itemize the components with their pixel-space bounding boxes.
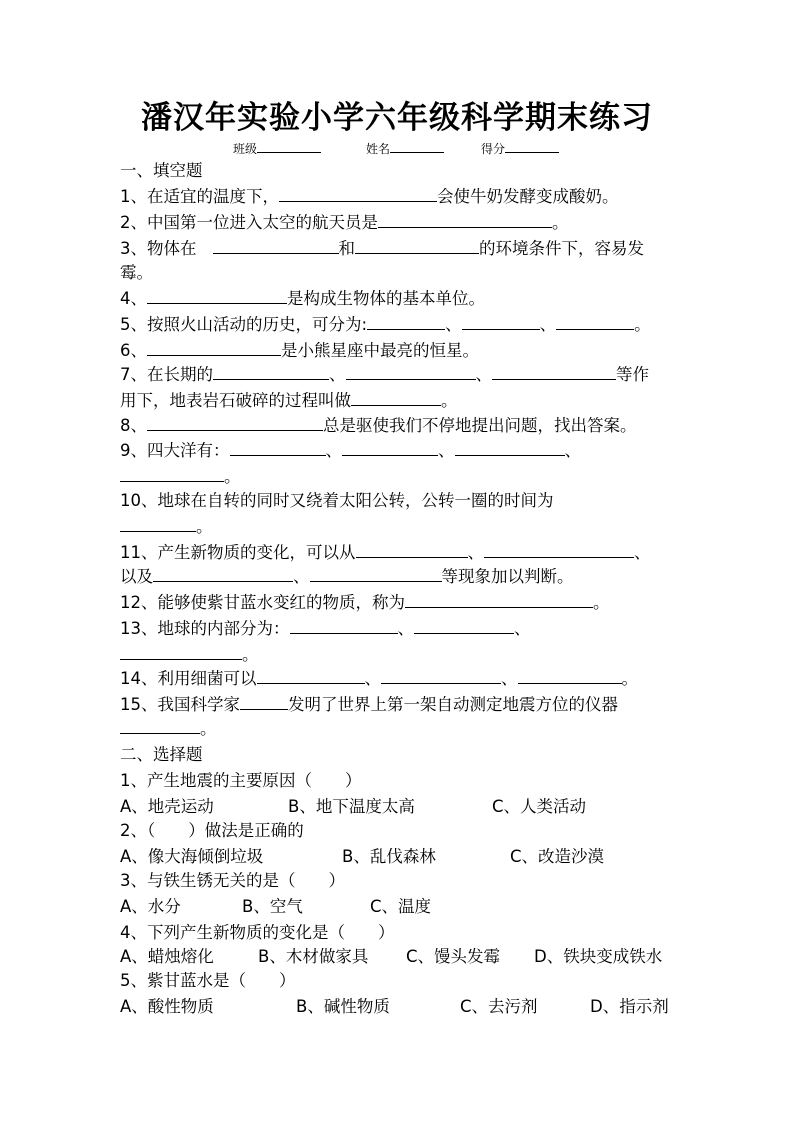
- question-text: 、: [397, 619, 414, 638]
- question-text: 。: [441, 391, 458, 410]
- question-text: 、: [445, 315, 462, 334]
- question-text: 12、能够使紫甘蓝水变红的物质，称为: [120, 593, 405, 612]
- option-a[interactable]: A、酸性物质: [120, 997, 214, 1016]
- answer-blank[interactable]: [257, 668, 365, 684]
- question-fill-4: [120, 288, 485, 310]
- name-blank[interactable]: [390, 140, 444, 153]
- question-text: 5、按照火山活动的历史，可分为:: [120, 315, 368, 334]
- question-text: 8、: [120, 416, 147, 435]
- score-label: 得分: [481, 142, 506, 156]
- question-fill-11: [120, 542, 651, 564]
- question-text: 、: [514, 619, 531, 638]
- question-text: 10、地球在自转的同时又绕着太阳公转，公转一圈的时间为: [120, 491, 554, 510]
- question-text: 、: [475, 365, 492, 384]
- answer-blank[interactable]: [492, 364, 616, 380]
- answer-blank[interactable]: [147, 288, 287, 304]
- answer-blank[interactable]: [455, 440, 565, 456]
- question-text: 3、物体在: [120, 239, 197, 258]
- question-fill-14: [120, 668, 638, 690]
- question-text: 、: [325, 441, 342, 460]
- question-text: 、: [501, 669, 518, 688]
- question-fill-9: [120, 440, 581, 462]
- question-text: 。: [224, 467, 241, 486]
- question-text: 是小熊星座中最亮的恒星。: [281, 341, 479, 360]
- question-text: 会使牛奶发酵变成酸奶。: [437, 187, 619, 206]
- question-fill-13-cont: [120, 644, 259, 666]
- question-text: 。: [552, 213, 569, 232]
- question-fill-11-cont: [120, 566, 574, 588]
- question-fill-13: [120, 618, 531, 640]
- answer-blank[interactable]: [405, 592, 593, 608]
- answer-blank[interactable]: [213, 364, 329, 380]
- answer-blank[interactable]: [342, 440, 438, 456]
- question-text: 霉。: [120, 263, 153, 282]
- question-text: 以及: [120, 567, 153, 586]
- option-d[interactable]: D、铁块变成铁水: [534, 947, 663, 966]
- option-c[interactable]: C、温度: [370, 897, 432, 916]
- name-label: 姓名: [366, 142, 391, 156]
- answer-blank[interactable]: [356, 542, 468, 558]
- question-text: 9、四大洋有：: [120, 441, 230, 460]
- answer-blank[interactable]: [414, 618, 514, 634]
- option-c[interactable]: C、馒头发霉: [406, 947, 501, 966]
- answer-blank[interactable]: [120, 718, 200, 734]
- answer-blank[interactable]: [351, 390, 441, 406]
- question-text: 2、中国第一位进入太空的航天员是: [120, 213, 378, 232]
- question-text: 、: [539, 315, 557, 334]
- question-text: 用下，地表岩石破碎的过程叫做: [120, 391, 351, 410]
- question-text: 。: [593, 593, 610, 612]
- answer-blank[interactable]: [230, 440, 326, 456]
- option-b[interactable]: B、地下温度太高: [288, 797, 415, 816]
- question-text: 。: [242, 645, 259, 664]
- question-text: 的环境条件下，容易发: [479, 239, 644, 258]
- question-text: 。: [196, 517, 213, 536]
- answer-blank[interactable]: [240, 694, 288, 710]
- option-a[interactable]: A、蜡烛熔化: [120, 947, 214, 966]
- question-text: 。: [200, 719, 217, 738]
- question-fill-2: [120, 212, 569, 234]
- section-heading-multiple-choice: 二、选择题: [120, 745, 203, 764]
- question-fill-7: [120, 364, 649, 386]
- question-choice-1: 1、产生地震的主要原因（ ）: [120, 771, 362, 790]
- question-choice-3: 3、与铁生锈无关的是（ ）: [120, 871, 345, 890]
- question-text: 、: [634, 543, 651, 562]
- answer-blank[interactable]: [153, 566, 293, 582]
- question-text: 是构成生物体的基本单位。: [287, 289, 485, 308]
- answer-blank[interactable]: [213, 238, 339, 254]
- question-text: 总是驱使我们不停地提出问题，找出答案。: [323, 416, 637, 435]
- option-a[interactable]: A、像大海倾倒垃圾: [120, 847, 264, 866]
- score-field: [481, 140, 559, 157]
- answer-blank[interactable]: [120, 516, 196, 532]
- question-text: 、: [364, 669, 381, 688]
- question-text: 、: [467, 543, 484, 562]
- answer-blank[interactable]: [120, 466, 224, 482]
- option-a[interactable]: A、地壳运动: [120, 797, 214, 816]
- question-text: 发明了世界上第一架自动测定地震方位的仪器: [288, 695, 618, 714]
- option-c[interactable]: C、改造沙漠: [510, 847, 605, 866]
- answer-blank[interactable]: [367, 314, 445, 330]
- question-fill-15: [120, 694, 618, 716]
- question-text: 等作: [616, 365, 649, 384]
- question-fill-1: [120, 186, 619, 208]
- section-heading-fill-in: 一、填空题: [120, 161, 203, 180]
- question-text: 。: [634, 315, 651, 334]
- answer-blank[interactable]: [147, 340, 281, 356]
- answer-blank[interactable]: [484, 542, 634, 558]
- question-fill-10-cont: [120, 516, 213, 538]
- answer-blank[interactable]: [381, 668, 501, 684]
- question-text: 14、利用细菌可以: [120, 669, 257, 688]
- answer-blank[interactable]: [355, 238, 479, 254]
- question-text: 6、: [120, 341, 147, 360]
- answer-blank[interactable]: [120, 644, 242, 660]
- class-blank[interactable]: [257, 140, 321, 153]
- question-text: 、: [293, 567, 310, 586]
- question-fill-9-cont: [120, 466, 241, 488]
- question-fill-15-cont: [120, 718, 217, 740]
- class-label: 班级: [233, 142, 258, 156]
- option-b[interactable]: B、木材做家具: [258, 947, 369, 966]
- question-text: 7、在长期的: [120, 365, 213, 384]
- answer-blank[interactable]: [310, 566, 442, 582]
- option-b[interactable]: B、空气: [242, 897, 303, 916]
- answer-blank[interactable]: [290, 618, 398, 634]
- question-fill-10: [120, 490, 554, 512]
- question-fill-7-cont: [120, 390, 458, 412]
- question-text: 1、在适宜的温度下，: [120, 187, 279, 206]
- option-b[interactable]: B、乱伐森林: [342, 847, 436, 866]
- question-choice-4: 4、下列产生新物质的变化是（ ）: [120, 923, 395, 942]
- option-d[interactable]: D、指示剂: [590, 997, 669, 1016]
- answer-blank[interactable]: [518, 668, 622, 684]
- question-text: 4、: [120, 289, 147, 308]
- question-text: 、: [329, 365, 346, 384]
- answer-blank[interactable]: [147, 415, 323, 431]
- answer-blank[interactable]: [462, 314, 540, 330]
- option-b[interactable]: B、碱性物质: [296, 997, 390, 1016]
- question-fill-5: [120, 314, 651, 336]
- question-text: 、: [438, 441, 455, 460]
- question-text: 和: [338, 239, 355, 258]
- question-fill-8: [120, 415, 637, 437]
- page-title: 潘汉年实验小学六年级科学期末练习: [141, 100, 653, 136]
- question-fill-12: [120, 592, 610, 614]
- question-text: 等现象加以判断。: [441, 567, 574, 586]
- option-c[interactable]: C、人类活动: [492, 797, 587, 816]
- question-fill-3-cont: [120, 262, 153, 284]
- class-field: [233, 140, 321, 157]
- question-fill-3: [120, 238, 644, 260]
- question-fill-6: [120, 340, 479, 362]
- answer-blank[interactable]: [556, 314, 634, 330]
- question-text: 11、产生新物质的变化，可以从: [120, 543, 356, 562]
- question-choice-2: 2、（ ）做法是正确的: [120, 821, 304, 840]
- option-c[interactable]: C、去污剂: [460, 997, 538, 1016]
- score-blank[interactable]: [505, 140, 559, 153]
- question-text: 、: [564, 441, 581, 460]
- answer-blank[interactable]: [279, 186, 437, 202]
- answer-blank[interactable]: [346, 364, 476, 380]
- option-a[interactable]: A、水分: [120, 897, 181, 916]
- question-text: 13、地球的内部分为：: [120, 619, 290, 638]
- question-text: 15、我国科学家: [120, 695, 240, 714]
- question-text: 。: [621, 669, 638, 688]
- answer-blank[interactable]: [378, 212, 552, 228]
- question-choice-5: 5、紫甘蓝水是（ ）: [120, 971, 296, 990]
- name-field: [366, 140, 444, 157]
